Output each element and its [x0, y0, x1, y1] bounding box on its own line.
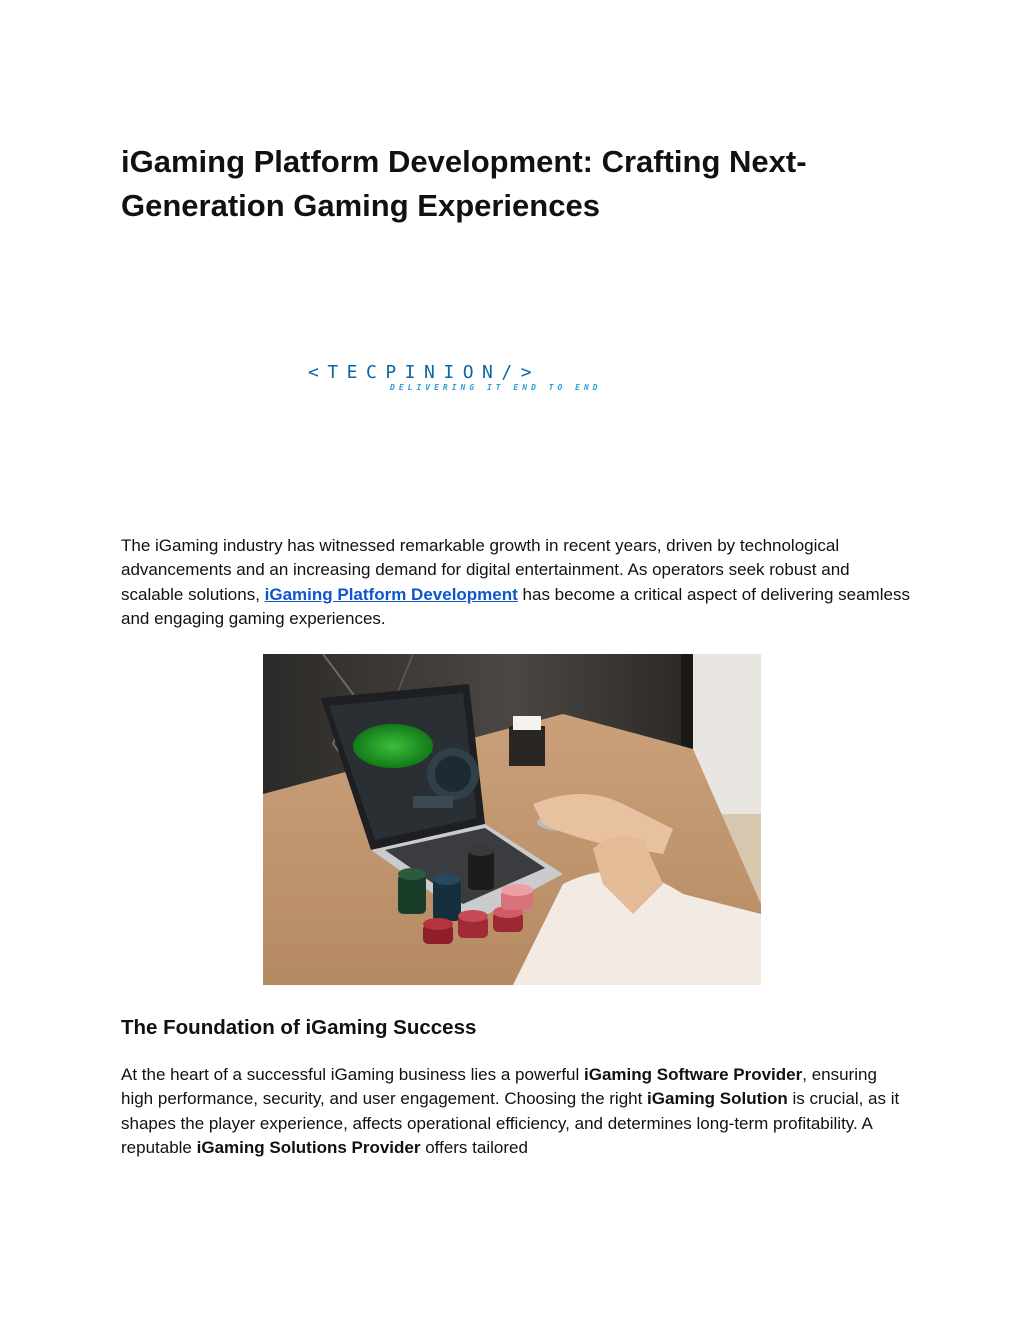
section-text-1: At the heart of a successful iGaming business lies a powerful [121, 1065, 585, 1084]
laptop-poker-photo [263, 654, 761, 985]
igaming-platform-development-link[interactable]: iGaming Platform Development [264, 584, 518, 604]
company-logo [308, 362, 720, 398]
section-bold-1: iGaming Software Provider [584, 1065, 803, 1084]
section-paragraph [121, 1063, 911, 1161]
section-text-2: , ensuring high performance, security, and user engagement. Choosing the right [121, 1065, 877, 1109]
section-bold-2: iGaming Solution [647, 1089, 788, 1109]
section-bold-3: iGaming Solutions Provider [196, 1138, 421, 1158]
intro-text-start: The iGaming industry has witnessed remarkable growth in recent years, driven by technological advancements and an increasing demand for digital entertainment. As operators seek robust and scalable solutions, [121, 536, 850, 604]
page-title: iGaming Platform Development: Crafting Next-Generation Gaming Experiences [121, 144, 807, 223]
logo-wordmark: <TECPINION/> [308, 362, 541, 383]
logo-tagline: DELIVERING IT END TO END [390, 383, 602, 392]
intro-paragraph [121, 534, 911, 632]
section-heading: The Foundation of iGaming Success [121, 1016, 477, 1039]
photo-illustration [263, 654, 761, 985]
intro-text-end: has become a critical aspect of delivering seamless and engaging gaming experiences. [121, 584, 910, 629]
section-text-4: offers tailored [420, 1138, 528, 1158]
section-text-3: is crucial, as it shapes the player experience, affects operational efficiency, and determines long-term profitability. A reputable [121, 1089, 900, 1158]
